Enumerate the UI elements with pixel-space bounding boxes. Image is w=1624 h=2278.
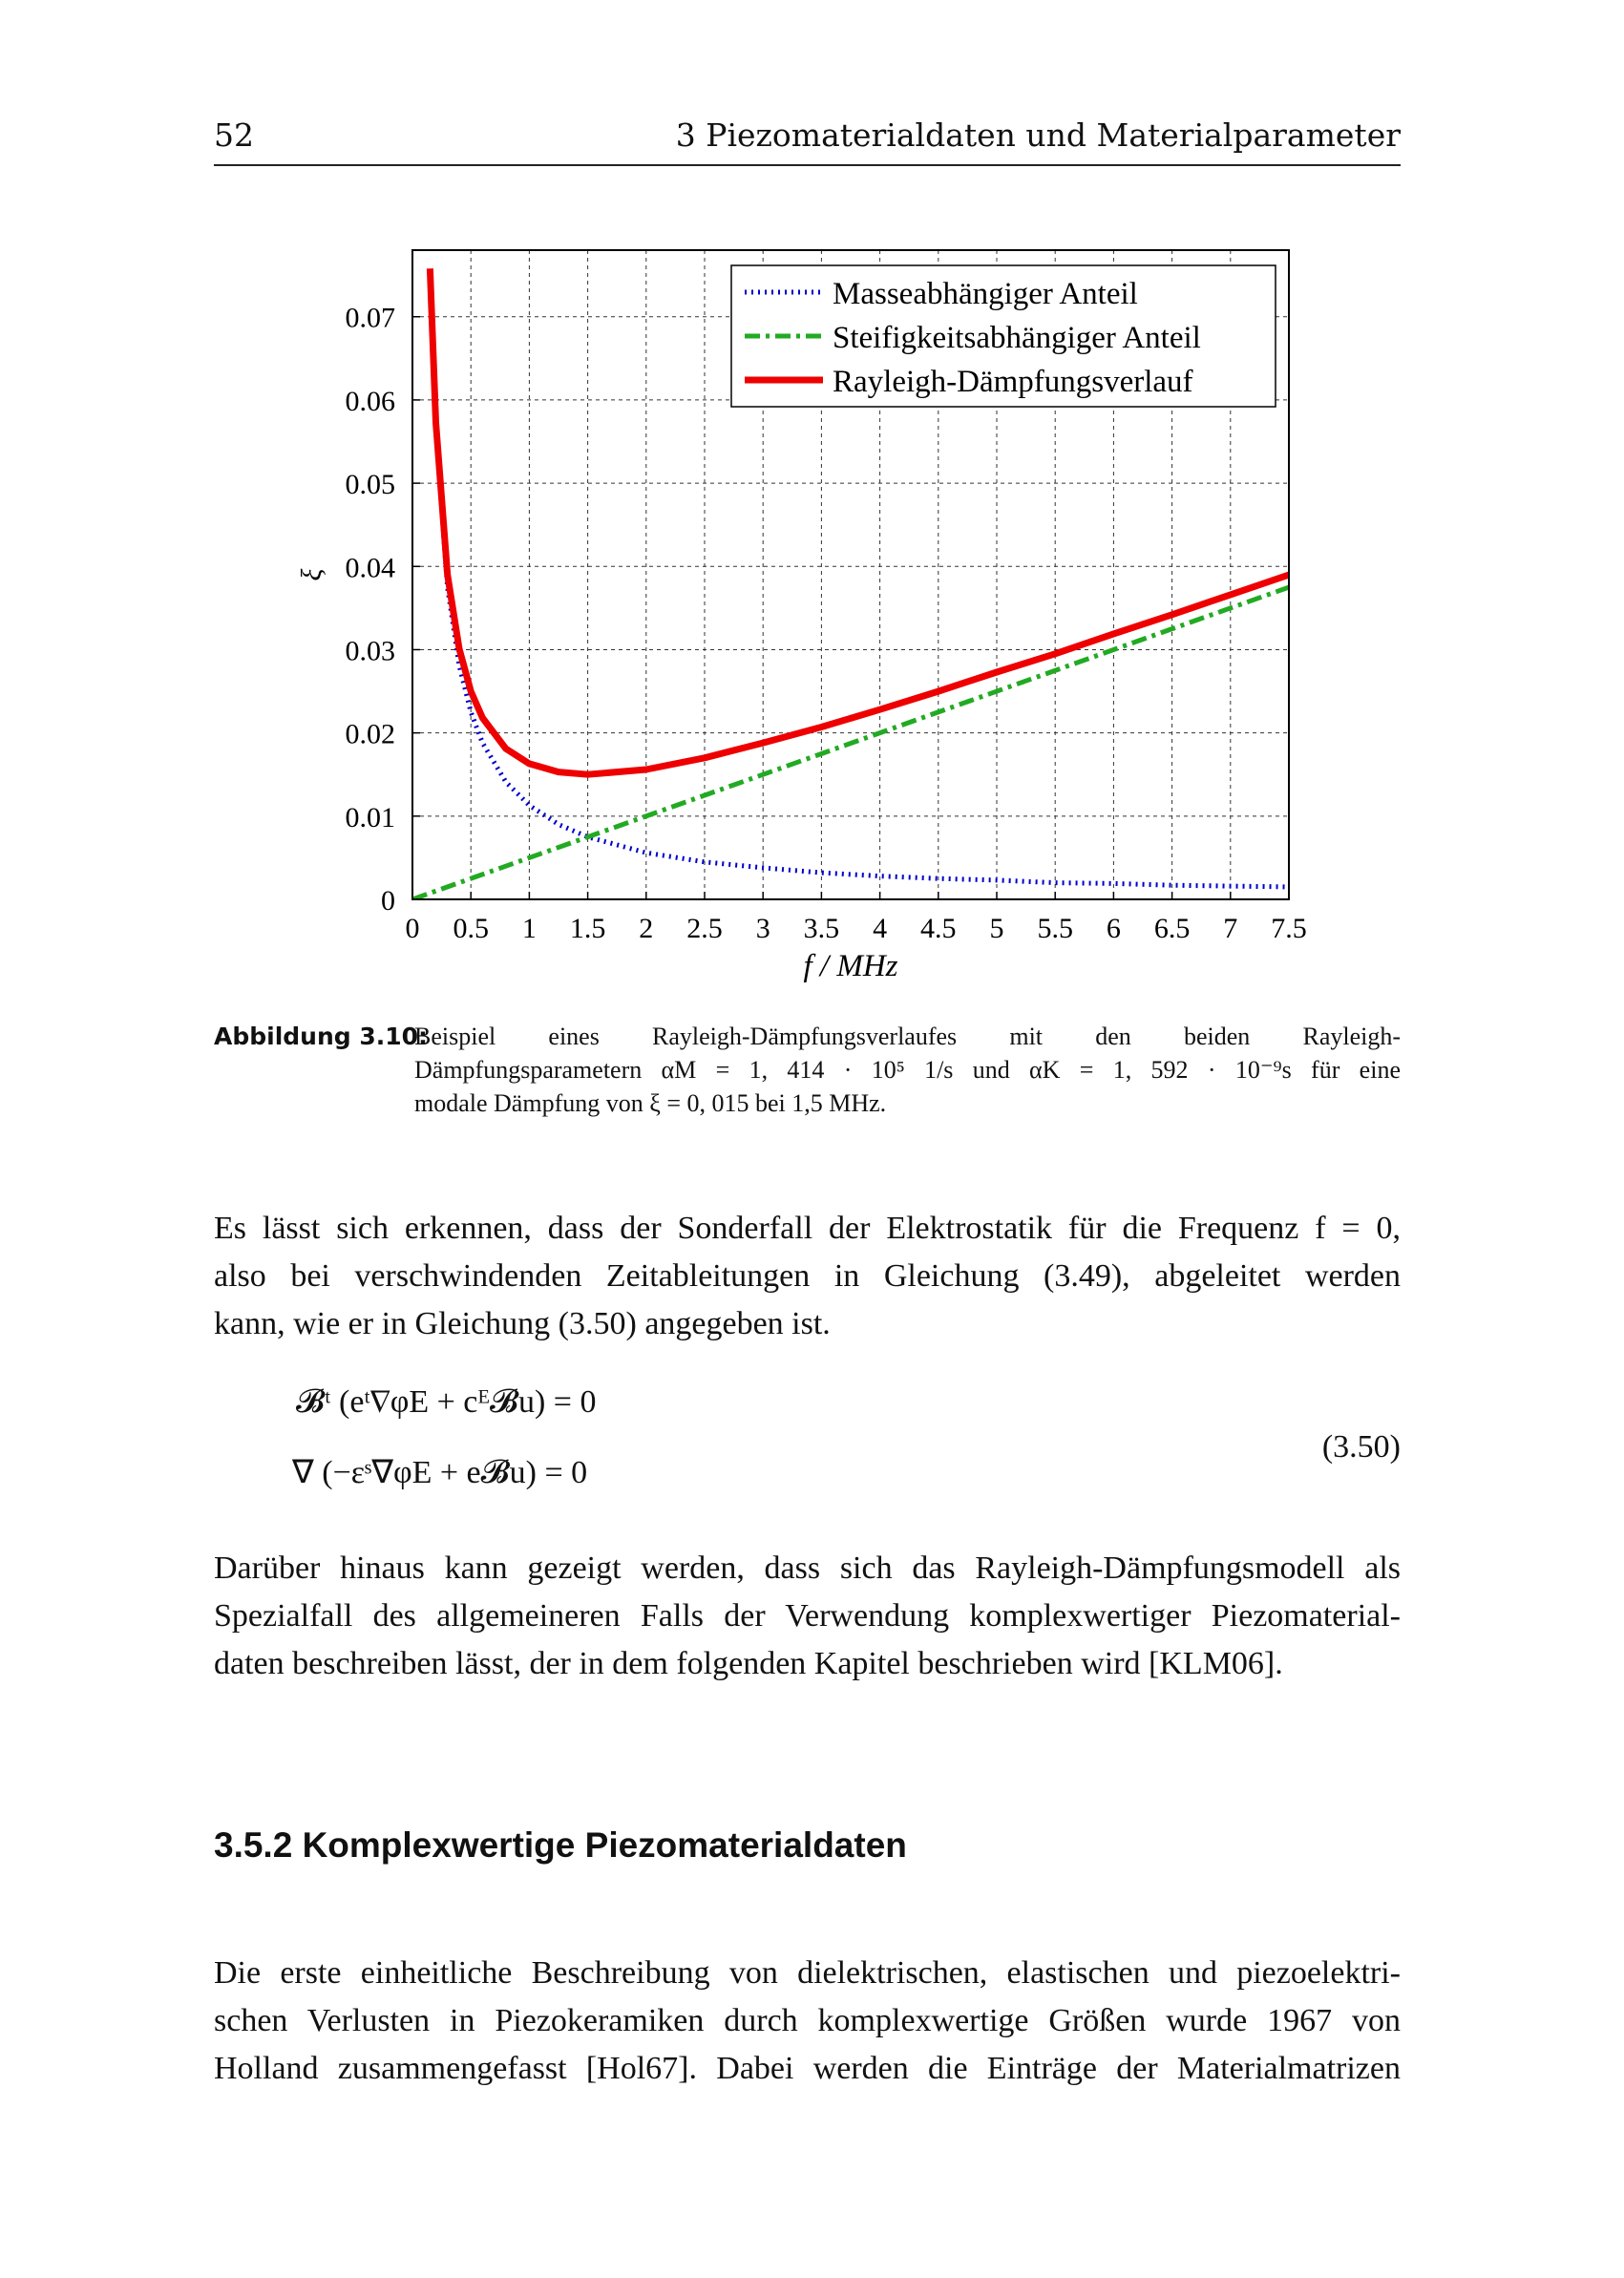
legend-label-rayleigh: Rayleigh-Dämpfungsverlauf (833, 365, 1193, 399)
x-tick-label: 5.5 (1037, 913, 1073, 944)
paragraph-2-line-1: Darüber hinaus kann gezeigt werden, dass sich das Rayleigh-Dämpfungsmodell als (214, 1550, 1401, 1586)
legend (731, 265, 1276, 407)
legend-label-mass: Masseabhängiger Anteil (833, 277, 1138, 311)
x-tick-label: 4.5 (920, 913, 957, 944)
page-number: 52 (214, 116, 254, 154)
x-tick-label: 5 (989, 913, 1004, 944)
paragraph-1-line-3: kann, wie er in Gleichung (3.50) angegeben ist. (214, 1306, 831, 1341)
paragraph-1 (214, 1205, 1401, 1348)
y-tick-label: 0 (381, 885, 395, 917)
x-tick-label: 2 (639, 913, 654, 944)
caption-line-1: Beispiel eines Rayleigh-Dämpfungsverlaufes mit den beiden Rayleigh- (414, 1023, 1401, 1050)
paragraph-3-line-1: Die erste einheitliche Beschreibung von dielektrischen, elastischen und piezoelektri- (214, 1955, 1401, 1991)
y-tick-label: 0.04 (345, 552, 395, 584)
damping-chart (0, 0, 1624, 1002)
x-tick-label: 0.5 (453, 913, 489, 944)
x-tick-label: 3 (755, 913, 770, 944)
paragraph-2-line-3: daten beschreiben lässt, der in dem folgenden Kapitel beschrieben wird [KLM06]. (214, 1646, 1283, 1681)
x-tick-label: 1 (521, 913, 537, 944)
x-tick-label: 1.5 (569, 913, 606, 944)
x-tick-label: 3.5 (803, 913, 840, 944)
paragraph-1-line-2: also bei verschwindenden Zeitableitungen in Gleichung (3.49), abgeleitet werden (214, 1258, 1401, 1294)
equation-line-2: ∇ (−εˢ∇φE + e𝓑u) = 0 (292, 1455, 588, 1490)
paragraph-3-line-3: Holland zusammengefasst [Hol67]. Dabei werden die Einträge der Materialmatrizen (214, 2051, 1401, 2086)
legend-label-stiffness: Steifigkeitsabhängiger Anteil (833, 321, 1201, 355)
y-tick-label: 0.06 (345, 385, 395, 417)
equation-number: (3.50) (1321, 1429, 1401, 1465)
x-tick-label: 0 (405, 913, 420, 944)
paragraph-3-line-2: schen Verlusten in Piezokeramiken durch komplexwertige Größen wurde 1967 von (214, 2003, 1401, 2038)
running-header-title: 3 Piezomaterialdaten und Materialparameter (675, 116, 1401, 154)
paragraph-2-line-2: Spezialfall des allgemeineren Falls der Verwendung komplexwertiger Piezomaterial- (214, 1598, 1401, 1634)
x-tick-label: 2.5 (686, 913, 723, 944)
y-tick-label: 0.02 (345, 718, 395, 750)
caption-line-2: Dämpfungsparametern αM = 1, 414 · 10⁵ 1/s und αK = 1, 592 · 10⁻⁹s für eine (414, 1056, 1401, 1084)
caption-line-3: modale Dämpfung von ξ = 0, 015 bei 1,5 MHz. (414, 1089, 887, 1117)
equation-line-1: 𝓑ᵗ (eᵗ∇φE + cᴱ𝓑u) = 0 (296, 1384, 597, 1420)
x-tick-label: 4 (873, 913, 888, 944)
x-axis-label: f / MHz (803, 949, 898, 983)
y-tick-label: 0.05 (345, 469, 395, 501)
x-tick-label: 7.5 (1271, 913, 1307, 944)
x-tick-label: 6 (1106, 913, 1121, 944)
x-tick-label: 6.5 (1153, 913, 1191, 944)
paragraph-2 (214, 1545, 1401, 1688)
y-axis-label: ξ (296, 568, 327, 581)
y-tick-label: 0.07 (345, 302, 395, 334)
section-heading: 3.5.2 Komplexwertige Piezomaterialdaten (214, 1825, 907, 1865)
y-tick-label: 0.01 (345, 801, 395, 833)
series-line-stiffness (412, 587, 1289, 899)
paragraph-1-line-1: Es lässt sich erkennen, dass der Sonderfall der Elektrostatik für die Frequenz f = 0, (214, 1211, 1401, 1246)
y-tick-label: 0.03 (345, 635, 395, 667)
paragraph-3 (214, 1950, 1401, 2093)
caption-label: Abbildung 3.10: (214, 1023, 429, 1050)
x-tick-label: 7 (1223, 913, 1238, 944)
